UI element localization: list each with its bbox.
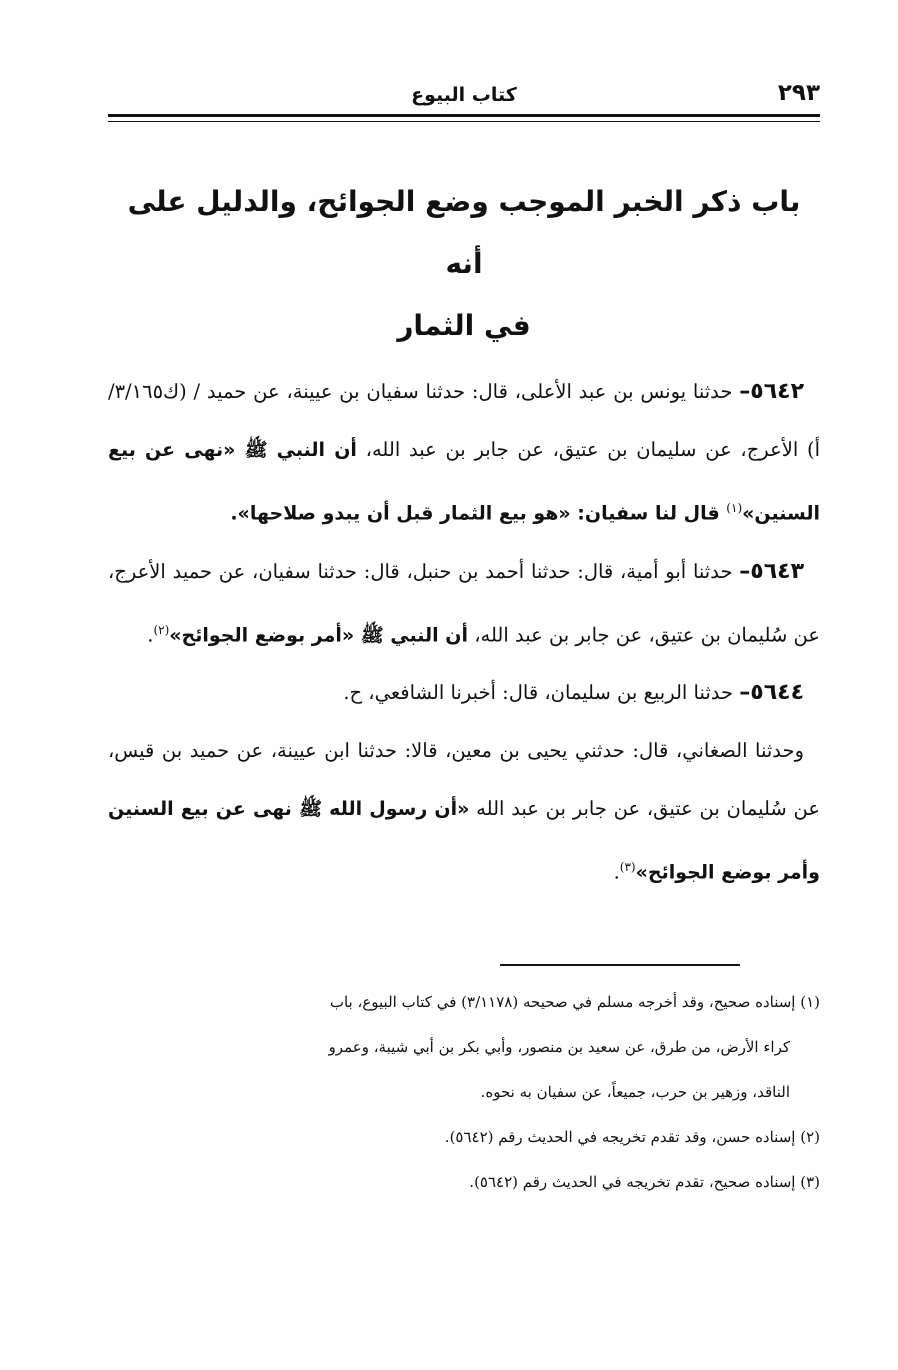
- footnote-3: [108, 1160, 820, 1205]
- footnote-line: (١) إسناده صحيح، وقد أخرجه مسلم في صحيحه (٣/١١٧٨) في كتاب البيوع، باب: [329, 992, 820, 1011]
- footnote-line: كراء الأرض، من طرق، عن سعيد بن منصور، وأبي بكر بن أبي شيبة، وعمرو: [328, 1037, 790, 1056]
- explanation-text: قال لنا سفيان: «هو بيع الثمار قبل أن يبدو صلاحها».: [230, 502, 727, 525]
- matn-text: «أن رسول الله ﷺ نهى عن بيع السنين وأمر بوضع الجوائح»: [108, 798, 820, 884]
- isnad-text: حدثنا الربيع بن سليمان، قال: أخبرنا الشافعي، ح.: [343, 681, 734, 704]
- footnotes: [108, 980, 820, 1205]
- matn-text: أن النبي ﷺ «أمر بوضع الجوائح»: [169, 624, 469, 646]
- footnote-2: [108, 1115, 820, 1160]
- footnote-ref: (٣): [619, 860, 636, 874]
- hadith-5642: [108, 363, 820, 543]
- book-title: كتاب البيوع: [411, 84, 517, 106]
- end-punctuation: .: [613, 860, 620, 884]
- hadith-number: ٥٦٤٢–: [739, 379, 804, 404]
- chapter-heading: [108, 171, 820, 357]
- footnote-line: (٢) إسناده حسن، وقد تقدم تخريجه في الحديث رقم (٥٦٤٢).: [444, 1127, 820, 1146]
- footnote-separator: [500, 964, 740, 966]
- book-page: [108, 78, 820, 1205]
- hadith-number: ٥٦٤٣–: [739, 558, 804, 584]
- page-number: ٢٩٣: [777, 80, 820, 106]
- hadith-list: [108, 363, 820, 902]
- isnad-text: وحدثنا الصغاني، قال: حدثني يحيى بن معين، قالا: حدثنا ابن عيينة، عن حميد بن قيس، عن سُليمان بن عتيق، عن جابر بن عبد الله: [108, 739, 820, 820]
- footnote-line: الناقد، وزهير بن حرب، جميعاً، عن سفيان به نحوه.: [480, 1082, 790, 1101]
- footnote-1: [108, 980, 820, 1115]
- footnote-ref: (١): [726, 501, 743, 515]
- running-header: [108, 78, 820, 117]
- chapter-heading-line-1: باب ذكر الخبر الموجب وضع الجوائح، والدليل على أنه: [127, 185, 801, 280]
- isnad-text: حدثنا أبو أمية، قال: حدثنا أحمد بن حنبل، قال: حدثنا سفيان، عن حميد الأعرج، عن سُليمان بن عتيق، عن جابر بن عبد الله،: [108, 559, 820, 646]
- isnad-text: حدثنا يونس بن عبد الأعلى، قال: حدثنا سفيان بن عيينة، عن حميد / (ك٣/١٦٥/أ) الأعرج، عن سليمان بن عتيق، عن جابر بن عبد الله،: [108, 380, 821, 461]
- end-punctuation: .: [147, 623, 154, 646]
- hadith-number: ٥٦٤٤–: [739, 680, 804, 705]
- hadith-5644: [108, 664, 820, 722]
- chapter-heading-line-2: في الثمار: [397, 309, 531, 342]
- matn-text: أن النبي ﷺ «نهى عن بيع السنين»: [108, 439, 820, 525]
- footnote-line: (٣) إسناده صحيح، تقدم تخريجه في الحديث رقم (٥٦٤٢).: [469, 1172, 820, 1191]
- footnote-ref: (٢): [153, 622, 170, 637]
- hadith-5644-continuation: [108, 722, 820, 902]
- hadith-5643: [108, 543, 820, 665]
